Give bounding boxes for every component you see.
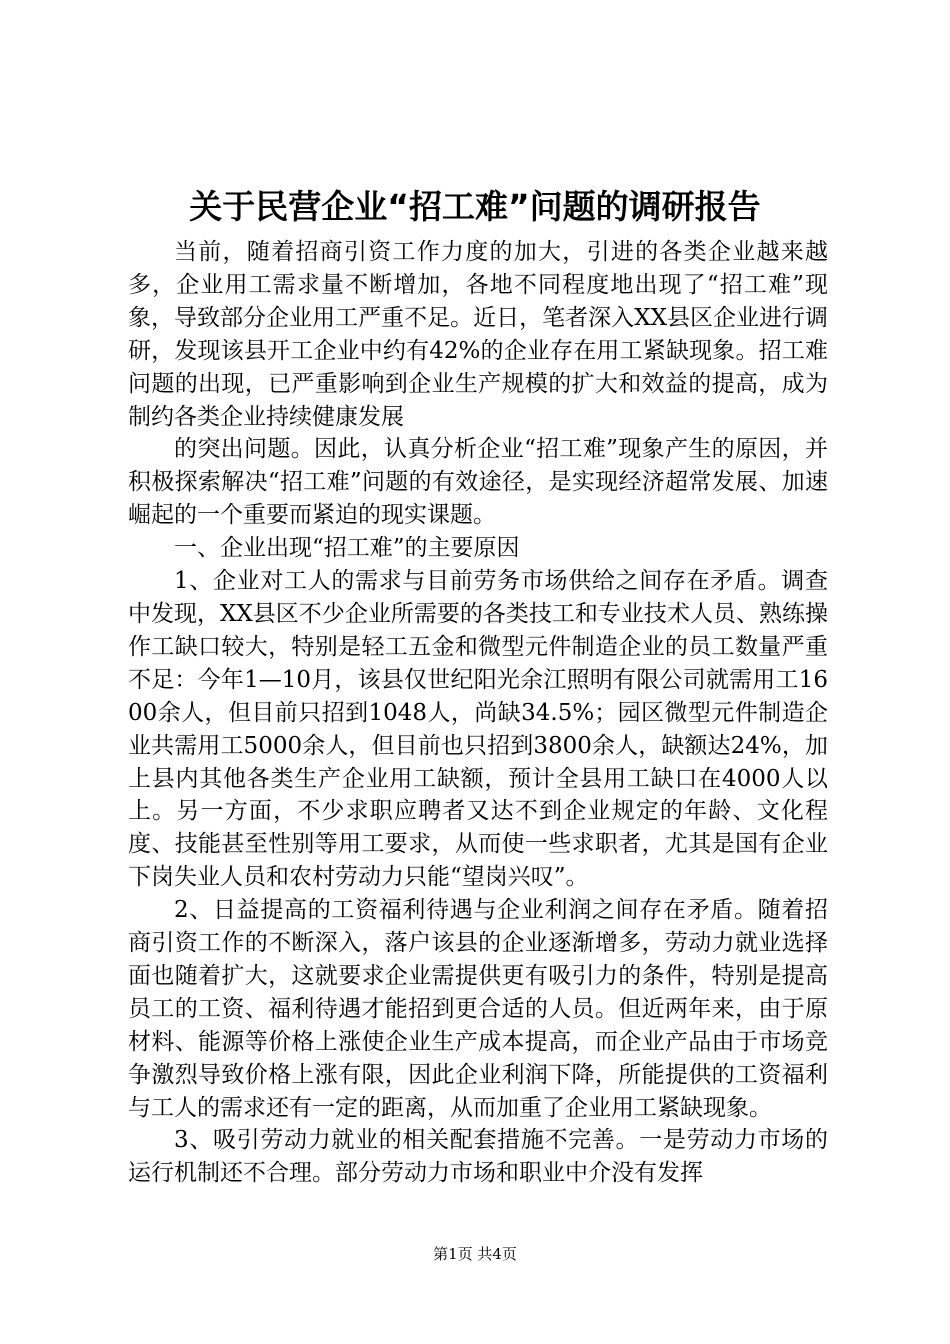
page-number-footer: 第1页 共4页: [433, 1245, 517, 1263]
paragraph-reason-1: 1、企业对工人的需求与目前劳务市场供给之间存在矛盾。调查中发现，XX县区不少企业所需要的各类技工和专业技术人员、熟练操作工缺口较大，特别是轻工五金和微型元件制造企业的员工数量严重不足：今年1—10月，该县仅世纪阳光余江照明有限公司就需用工1600余人，但目前只招到1048人，尚缺34.5%；园区微型元件制造企业共需用工5000余人，但目前也只招到3800余人，缺额达24%，加上县内其他各类生产企业用工缺额，预计全县用工缺口在4000人以上。另一方面，不少求职应聘者又达不到企业规定的年龄、文化程度、技能甚至性别等用工要求，从而使一些求职者，尤其是国有企业下岗失业人员和农村劳动力只能“望岗兴叹”。: [128, 568, 828, 891]
paragraph-intro: 当前，随着招商引资工作力度的加大，引进的各类企业越来越多，企业用工需求量不断增加，各地不同程度地出现了“招工难”现象，导致部分企业用工严重不足。近日，笔者深入XX县区企业进行调研，发现该县开工企业中约有42%的企业存在用工紧缺现象。招工难问题的出现，已严重影响到企业生产规模的扩大和效益的提高，成为制约各类企业持续健康发展: [128, 239, 828, 430]
paragraph-intro-continued: 的突出问题。因此，认真分析企业“招工难”现象产生的原因，并积极探索解决“招工难”问题的有效途径，是实现经济超常发展、加速崛起的一个重要而紧迫的现实课题。: [128, 436, 828, 529]
paragraph-reason-2: 2、日益提高的工资福利待遇与企业利润之间存在矛盾。随着招商引资工作的不断深入，落户该县的企业逐渐增多，劳动力就业选择面也随着扩大，这就要求企业需提供更有吸引力的条件，特别是提高员工的工资、福利待遇才能招到更合适的人员。但近两年来，由于原材料、能源等价格上涨使企业生产成本提高，而企业产品由于市场竞争激烈导致价格上涨有限，因此企业利润下降，所能提供的工资福利与工人的需求还有一定的距离，从而加重了企业用工紧缺现象。: [128, 897, 828, 1121]
document-body: [128, 236, 828, 1190]
section-heading-reasons: 一、企业出现“招工难”的主要原因: [174, 535, 520, 562]
document-title: 关于民营企业“招工难”问题的调研报告: [189, 187, 761, 226]
paragraph-reason-3: 3、吸引劳动力就业的相关配套措施不完善。一是劳动力市场的运行机制还不合理。部分劳动力市场和职业中介没有发挥: [128, 1127, 828, 1187]
